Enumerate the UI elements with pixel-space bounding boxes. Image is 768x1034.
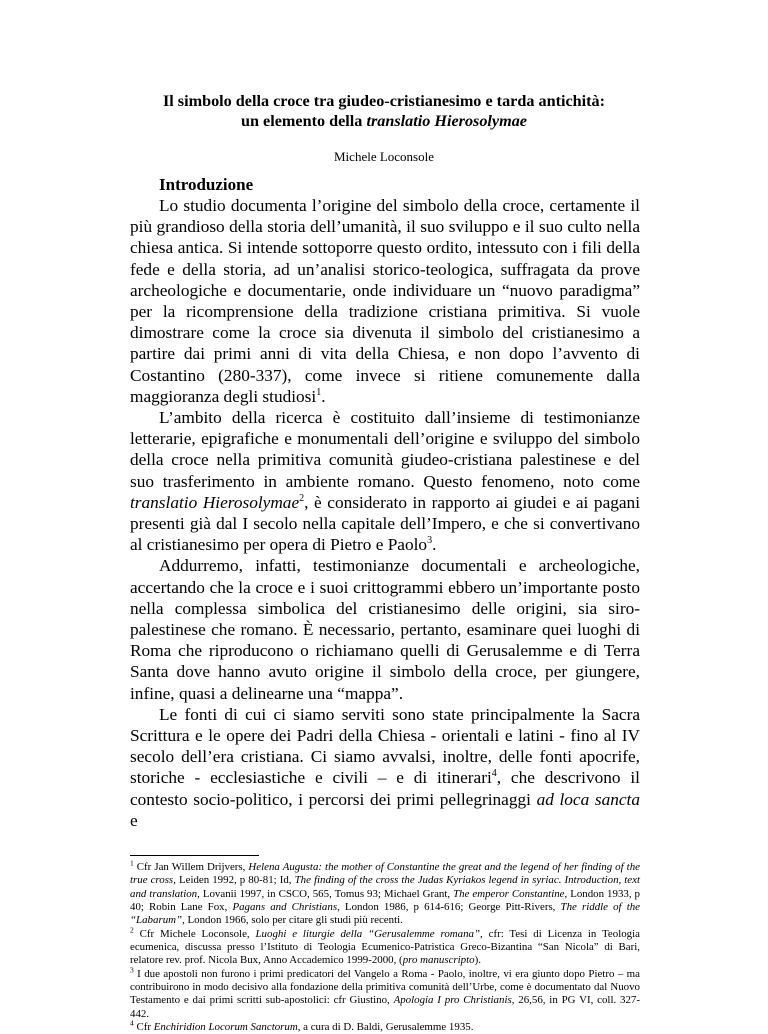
- footnote-text: Cfr Jan Willem Drijvers,: [133, 861, 249, 873]
- paper-title: [60, 91, 708, 131]
- paragraph-4: [130, 704, 640, 831]
- footnote-italic: Luoghi e liturgie della “Gerusalemme romana”: [255, 927, 481, 940]
- footnote-italic: The riddle of the “Labarum”: [130, 901, 640, 927]
- footnote-ref-4: 4: [491, 768, 497, 780]
- footnote-text: I due apostoli non furono i primi predicatori del Vangelo a Roma - Paolo, inoltre, vi era giunto dopo Pietro – ma contribuirono in modo decisivo alla fondazione della primitiva comunità dell’Urbe, come è documentato dal Nuovo Testamento e dai primi scritti sub-apostolici: cfr Giustino,: [130, 967, 640, 1007]
- footnote-text: , London 1966, solo per citare gli studi più recenti.: [182, 914, 403, 927]
- footnote-ref-1: 1: [316, 387, 322, 399]
- footnote-ref-3: 3: [427, 535, 433, 547]
- title-italic-term: translatio Hierosolymae: [366, 112, 527, 130]
- paragraph-1-text: Lo studio documenta l’origine del simbolo della croce, certamente il più grandioso della storia dell’umanità, il suo sviluppo e il suo culto nella chiesa antica. Si intende sottoporre questo ordito, intessuto con i fili della fede e della storia, ad un’analisi storico-teologica, suffragata da prove archeologiche e documentarie, onde individuare un “nuovo paradigma” per la ricomprensione della tradizione cristiana primitiva. Si vuole dimostrare come la croce sia divenuta il simbolo del cristianesimo a partire dai primi anni di vita della Chiesa, e non dopo l’avvento di Costantino (280-337), come invece si ritiene comunemente dalla maggioranza degli studiosi: [130, 196, 640, 406]
- title-line-2-text: un elemento della: [241, 112, 367, 130]
- footnote-2: [130, 925, 640, 968]
- footnote-number: 3: [130, 965, 134, 975]
- paragraph-3: Addurremo, infatti, testimonianze documentali e archeologiche, accertando che la croce e i suoi crittogrammi ebbero un’importante posto nella complessa simbolica del cristianesimo delle origini, sia siro-palestinese che romano. È necessario, pertanto, esaminare quei luoghi di Roma che riproducono o richiamano quelli di Gerusalemme e di Terra Santa dove hanno avuto origine il simbolo della croce, per giungere, infine, quasi a delinearne una “mappa”.: [130, 556, 640, 703]
- footnote-4: [130, 1018, 640, 1034]
- paragraph-4-text-a: Le fonti di cui ci siamo serviti sono state principalmente la Sacra Scrittura e le opere dei Padri della Chiesa - orientali e latini - fino al IV secolo dell’era cristiana. Ci siamo avvalsi, inoltre, delle fonti apocrife, storiche - ecclesiastiche e civili – e di itinerari: [130, 704, 640, 788]
- paragraph-2-text-a: L’ambito della ricerca è costituito dall’insieme di testimonianze letterarie, epigrafiche e monumentali dell’origine e sviluppo del simbolo della croce nella primitiva comunità giudeo-cristiana palestinese e del suo trasferimento in ambiente romano. Questo fenomeno, noto come: [130, 408, 640, 491]
- paragraph-1: [130, 195, 640, 407]
- paragraph-2-end: .: [432, 535, 437, 555]
- section-heading: Introduzione: [159, 175, 254, 194]
- footnote-text: , London 1986, p 614-616; George Pitt-Rivers,: [337, 901, 561, 914]
- footnote-text: , cfr: Tesi di Licenza in Teologia ecumenica, discussa presso l’Istituto di Teologia Ecumenico-Patristica Greco-Bizantina “San Nicola” di Bari, relatore rev. prof. Nicola Bux, Anno Accademico 1999-2000, (: [130, 927, 640, 967]
- paragraph-2: [130, 407, 640, 555]
- footnote-text: ).: [474, 954, 481, 967]
- paragraph-2-text-b: , è considerato in rapporto ai giudei e ai pagani presenti già dal I secolo nella capitale dell’Impero, e che si convertivano al cristianesimo per opera di Pietro e Paolo: [130, 492, 641, 555]
- footnote-italic: Apologia I pro Christianis: [393, 994, 512, 1007]
- footnote-italic: pro manuscripto: [402, 954, 475, 967]
- footnote-text: , London 1933, p 40; Robin Lane Fox,: [130, 887, 640, 914]
- paragraph-4-text-c: e: [130, 810, 138, 830]
- footnote-italic: Helena Augusta: the mother of Constantine the great and the legend of her finding of the true cross: [130, 861, 640, 887]
- footnote-text: , Leiden 1992, p 80-81; Id,: [173, 874, 295, 887]
- footnote-text: Cfr Michele Loconsole,: [133, 927, 256, 940]
- body-text: [130, 195, 640, 831]
- title-line-1: Il simbolo della croce tra giudeo-cristianesimo e tarda antichità:: [162, 92, 606, 110]
- paragraph-1-end: .: [321, 386, 326, 406]
- footnote-ref-2: 2: [299, 493, 305, 505]
- footnote-divider: [130, 855, 259, 856]
- paragraph-2-italic: translatio Hierosolymae: [130, 492, 300, 512]
- footnote-text: , Lovanii 1997, in CSCO, 565, Tomus 93; Michael Grant,: [197, 887, 454, 900]
- footnote-number: 1: [130, 858, 134, 868]
- footnote-text: , 26,56, in PG VI, coll. 327-442.: [130, 994, 640, 1020]
- footnote-italic: The finding of the cross the Judas Kyriakos legend in syriac. Introduction, text and translation: [130, 874, 640, 900]
- paragraph-4-italic: ad loca sancta: [536, 789, 640, 809]
- footnote-italic: Enchiridion Locorum Sanctorum: [153, 1021, 298, 1034]
- footnote-3: [130, 965, 640, 1021]
- footnote-number: 2: [130, 925, 134, 935]
- footnotes: [130, 858, 640, 1034]
- footnote-italic: Pagans and Christians: [232, 901, 338, 914]
- footnote-number: 4: [130, 1018, 134, 1028]
- footnote-italic: The emperor Constantine: [453, 887, 565, 900]
- paragraph-4-text-b: , che descrivono il contesto socio-politico, i percorsi dei primi pellegrinaggi: [130, 768, 640, 809]
- title-line-2: [60, 111, 708, 131]
- footnote-text: Cfr: [133, 1021, 154, 1034]
- footnote-text: , a cura di D. Baldi, Gerusalemme 1935.: [297, 1021, 474, 1034]
- author-name: Michele Loconsole: [334, 149, 434, 164]
- footnote-1: [130, 858, 640, 928]
